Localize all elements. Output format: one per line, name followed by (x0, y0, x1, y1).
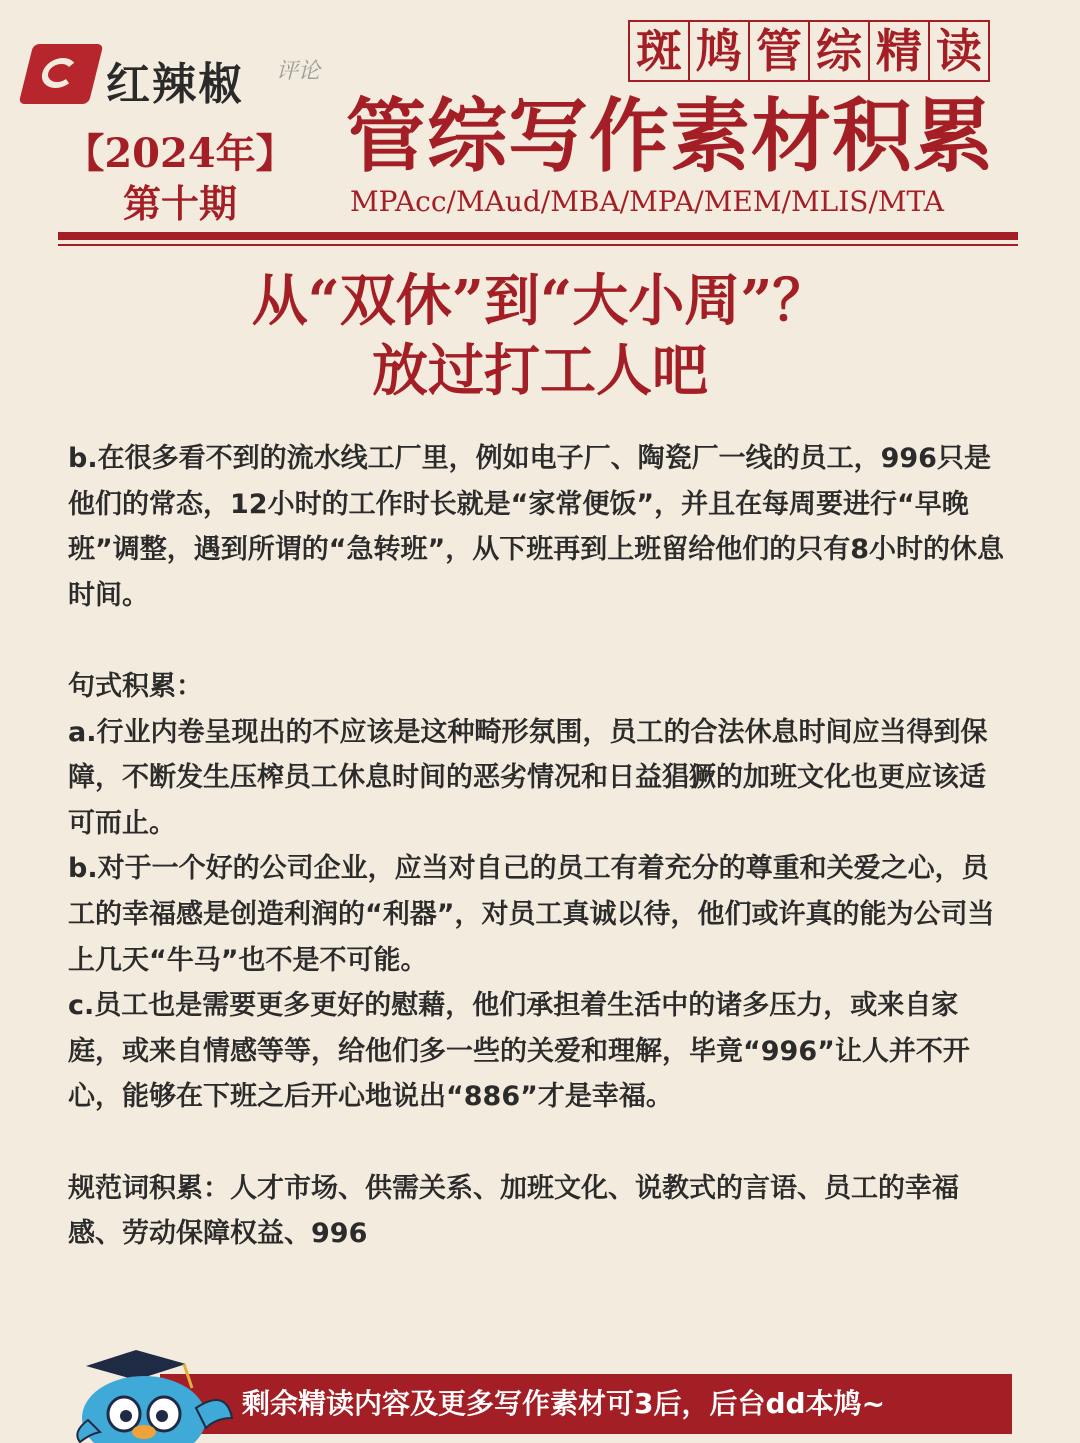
logo-name: 红辣椒 (106, 59, 244, 110)
article-body (68, 436, 1012, 1257)
series-title (628, 20, 988, 84)
headline-line: 从“双休”到“大小周”？ (251, 268, 829, 334)
headline-line: 放过打工人吧 (372, 338, 708, 404)
series-char: 精 (868, 20, 930, 82)
series-char: 读 (928, 20, 990, 82)
logo-sub: 评论 (276, 59, 321, 84)
header-divider (58, 232, 1018, 240)
brand-logo (26, 40, 326, 110)
footer-banner-text: 剩余精读内容及更多写作素材可3后，后台dd本鸠~ (242, 1387, 886, 1420)
program-list: MPAcc/MAud/MBA/MPA/MEM/MLIS/MTA (350, 185, 944, 218)
issue-number: 第十期 (122, 181, 237, 226)
issue-year: 【2024年】 (64, 130, 296, 177)
sentence-item: c.员工也是需要更多更好的慰藉，他们承担着生活中的诸多压力，或来自家庭，或来自情感等等，给他们多一些的关爱和理解，毕竟“996”让人并不开心，能够在下班之后开心地说出“886”才是幸福。 (68, 990, 970, 1113)
logo-mark-icon (19, 44, 104, 104)
article-headline (60, 266, 1020, 406)
page-title: 管综写作素材积累 (346, 89, 994, 183)
bird-mascot-icon (66, 1348, 236, 1443)
series-char: 鸠 (688, 20, 750, 82)
sentence-item: a.行业内卷呈现出的不应该是这种畸形氛围，员工的合法休息时间应当得到保障，不断发生压榨员工休息时间的恶劣情况和日益猖獗的加班文化也更应该适可而止。 (68, 716, 988, 839)
series-char: 管 (748, 20, 810, 82)
series-char: 斑 (628, 20, 690, 82)
intro-paragraph: b.在很多看不到的流水线工厂里，例如电子厂、陶瓷厂一线的员工，996只是他们的常态，12小时的工作时长就是“家常便饭”，并且在每周要进行“早晚班”调整，遇到所谓的“急转班”，从下班再到上班留给他们的只有8小时的休息时间。 (68, 443, 1005, 611)
sentence-item: b.对于一个好的公司企业，应当对自己的员工有着充分的尊重和关爱之心，员工的幸福感是创造利润的“利器”，对员工真诚以待，他们或许真的能为公司当上几天“牛马”也不是不可能。 (68, 853, 995, 976)
issue-label (60, 128, 300, 228)
section-heading: 句式积累： (68, 670, 203, 702)
vocab-paragraph: 规范词积累：人才市场、供需关系、加班文化、说教式的言语、员工的幸福感、劳动保障权益、996 (68, 1172, 959, 1250)
header-divider-thin (58, 244, 1018, 246)
series-char: 综 (808, 20, 870, 82)
